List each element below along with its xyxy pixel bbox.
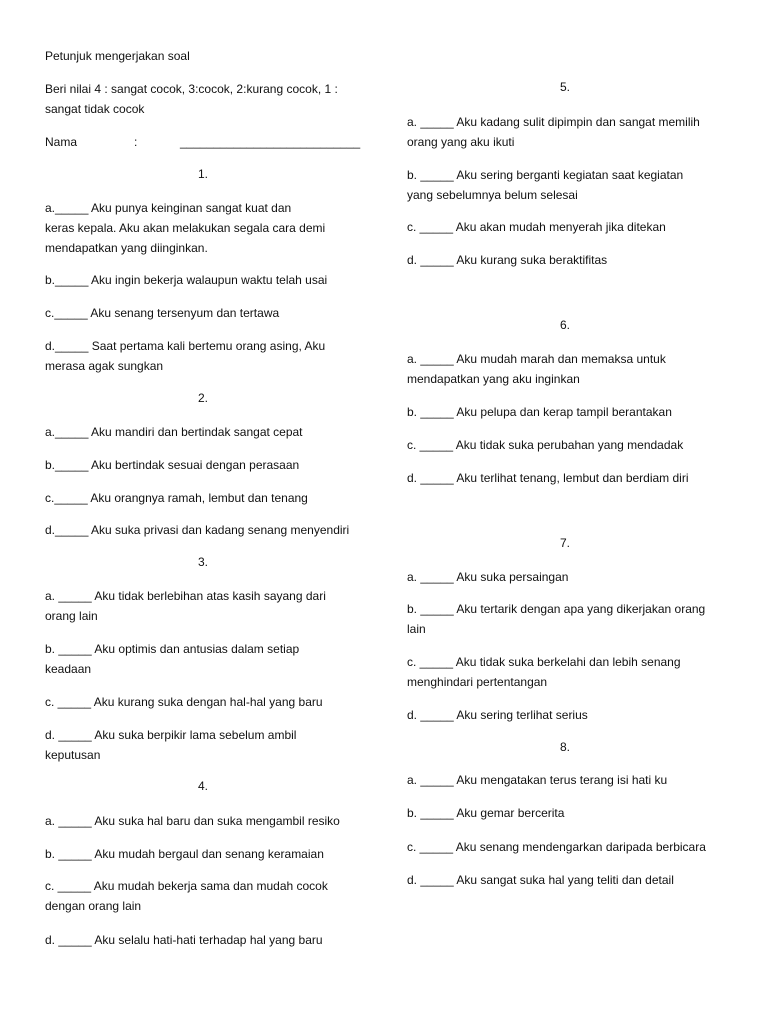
option-text: dengan orang lain	[45, 899, 142, 913]
option-item[interactable]	[45, 198, 325, 258]
option-text: keadaan	[45, 662, 92, 676]
option-item[interactable]	[407, 770, 667, 790]
option-item[interactable]	[407, 468, 689, 488]
option-text: d. _____ Aku sangat suka hal yang teliti dan detail	[407, 873, 674, 887]
option-text: b. _____ Aku tertarik dengan apa yang dikerjakan orang	[407, 602, 706, 616]
option-text: a. _____ Aku mudah marah dan memaksa untuk	[407, 352, 666, 366]
option-text: mendapatkan yang diinginkan.	[45, 241, 208, 255]
option-item[interactable]	[45, 876, 328, 916]
option-item[interactable]	[407, 402, 672, 422]
option-text: d. _____ Aku selalu hati-hati terhadap hal yang baru	[45, 933, 323, 947]
option-text: c. _____ Aku senang mendengarkan daripada berbicara	[407, 840, 706, 854]
option-text: c. _____ Aku mudah bekerja sama dan mudah cocok	[45, 879, 328, 893]
option-text: c. _____ Aku tidak suka berkelahi dan lebih senang	[407, 655, 681, 669]
option-item[interactable]	[45, 520, 349, 540]
option-text: a. _____ Aku mengatakan terus terang isi hati ku	[407, 773, 668, 787]
option-text: mendapatkan yang aku inginkan	[407, 372, 580, 386]
option-text: b. _____ Aku optimis dan antusias dalam setiap	[45, 642, 300, 656]
option-item[interactable]	[407, 165, 683, 205]
question-number: 2.	[197, 391, 208, 405]
option-item[interactable]	[407, 349, 666, 389]
option-text: d. _____ Aku suka berpikir lama sebelum ambil	[45, 728, 297, 742]
option-item[interactable]	[407, 599, 705, 639]
option-text: yang sebelumnya belum selesai	[407, 188, 578, 202]
option-text: b._____ Aku ingin bekerja walaupun waktu telah usai	[45, 273, 328, 287]
option-text: d._____ Aku suka privasi dan kadang senang menyendiri	[45, 523, 350, 537]
option-item[interactable]	[45, 725, 296, 765]
option-item[interactable]	[407, 250, 607, 270]
option-text: d. _____ Aku sering terlihat serius	[407, 708, 588, 722]
option-item[interactable]	[45, 455, 299, 475]
option-text: orang yang aku ikuti	[407, 135, 515, 149]
option-text: d._____ Saat pertama kali bertemu orang asing, Aku	[45, 339, 326, 353]
option-item[interactable]	[45, 844, 324, 864]
option-item[interactable]	[407, 217, 666, 237]
question-number: 4.	[197, 779, 208, 793]
option-text: d. _____ Aku terlihat tenang, lembut dan berdiam diri	[407, 471, 689, 485]
option-text: b. _____ Aku pelupa dan kerap tampil berantakan	[407, 405, 672, 419]
option-text: a._____ Aku punya keinginan sangat kuat dan	[45, 201, 292, 215]
option-text: a. _____ Aku tidak berlebihan atas kasih sayang dari	[45, 589, 326, 603]
option-text: a. _____ Aku suka persaingan	[407, 570, 569, 584]
option-text: menghindari pertentangan	[407, 675, 548, 689]
option-text: c._____ Aku orangnya ramah, lembut dan tenang	[45, 491, 308, 505]
name-field[interactable]: ___________________________	[180, 135, 361, 149]
option-text: a. _____ Aku kadang sulit dipimpin dan sangat memilih	[407, 115, 700, 129]
option-item[interactable]	[45, 930, 323, 950]
option-item[interactable]	[407, 705, 588, 725]
option-item[interactable]	[407, 652, 681, 692]
name-colon: :	[134, 135, 138, 149]
instruction-line-1: Beri nilai 4 : sangat cocok, 3:cocok, 2:kurang cocok, 1 :	[45, 82, 338, 96]
option-item[interactable]	[45, 422, 303, 442]
question-number: 8.	[559, 740, 570, 754]
option-text: c. _____ Aku tidak suka perubahan yang mendadak	[407, 438, 684, 452]
option-item[interactable]	[45, 488, 308, 508]
name-label: Nama	[45, 135, 78, 149]
option-text: d. _____ Aku kurang suka beraktifitas	[407, 253, 608, 267]
question-number: 1.	[197, 167, 208, 181]
question-number: 6.	[559, 318, 570, 332]
option-item[interactable]	[407, 435, 683, 455]
option-item[interactable]	[407, 112, 700, 152]
option-text: keputusan	[45, 748, 101, 762]
option-text: a._____ Aku mandiri dan bertindak sangat cepat	[45, 425, 303, 439]
option-text: lain	[407, 622, 426, 636]
option-text: c. _____ Aku kurang suka dengan hal-hal yang baru	[45, 695, 323, 709]
option-item[interactable]	[45, 692, 323, 712]
question-number: 5.	[559, 80, 570, 94]
option-text: keras kepala. Aku akan melakukan segala cara demi	[45, 221, 326, 235]
option-text: c. _____ Aku akan mudah menyerah jika ditekan	[407, 220, 666, 234]
option-text: merasa agak sungkan	[45, 359, 164, 373]
option-item[interactable]	[45, 336, 325, 376]
option-text: orang lain	[45, 609, 98, 623]
option-item[interactable]	[407, 837, 706, 857]
option-item[interactable]	[45, 811, 340, 831]
option-item[interactable]	[407, 870, 674, 890]
option-item[interactable]	[45, 586, 326, 626]
option-text: a. _____ Aku suka hal baru dan suka mengambil resiko	[45, 814, 340, 828]
option-item[interactable]	[45, 270, 327, 290]
option-text: c._____ Aku senang tersenyum dan tertawa	[45, 306, 280, 320]
option-item[interactable]	[407, 803, 564, 823]
option-text: b. _____ Aku gemar bercerita	[407, 806, 565, 820]
page-title: Petunjuk mengerjakan soal	[45, 49, 190, 63]
option-item[interactable]	[407, 567, 568, 587]
question-number: 7.	[559, 536, 570, 550]
instruction-line-2: sangat tidak cocok	[45, 102, 145, 116]
option-text: b._____ Aku bertindak sesuai dengan perasaan	[45, 458, 300, 472]
option-text: b. _____ Aku mudah bergaul dan senang keramaian	[45, 847, 324, 861]
option-item[interactable]	[45, 639, 299, 679]
option-text: b. _____ Aku sering berganti kegiatan saat kegiatan	[407, 168, 684, 182]
option-item[interactable]	[45, 303, 279, 323]
question-number: 3.	[197, 555, 208, 569]
